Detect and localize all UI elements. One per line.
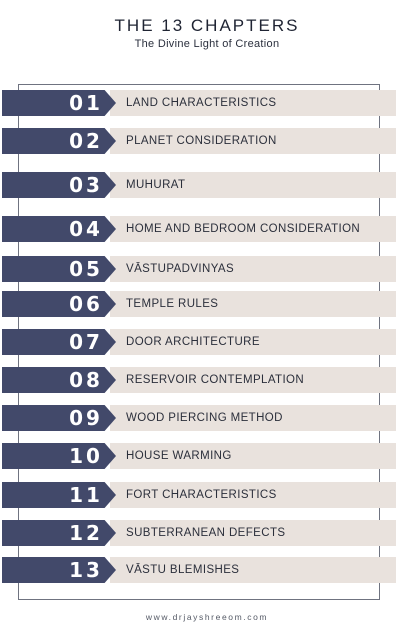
chapter-title: SUBTERRANEAN DEFECTS bbox=[126, 527, 286, 539]
chapter-number: 13 bbox=[69, 558, 103, 582]
chapter-number: 07 bbox=[69, 330, 103, 354]
chapter-row bbox=[0, 329, 414, 355]
chapter-title: TEMPLE RULES bbox=[126, 298, 219, 310]
chapter-row bbox=[0, 367, 414, 393]
chapter-row bbox=[0, 216, 414, 242]
page-title: THE 13 CHAPTERS bbox=[114, 16, 300, 35]
chapter-number: 12 bbox=[69, 521, 103, 545]
chapter-title: VĀSTU BLEMISHES bbox=[126, 564, 240, 576]
chapter-number: 11 bbox=[69, 483, 103, 507]
page-subtitle: The Divine Light of Creation bbox=[134, 38, 280, 50]
chapter-row bbox=[0, 405, 414, 431]
chapter-row bbox=[0, 482, 414, 508]
chapter-row bbox=[0, 172, 414, 198]
chapter-number: 05 bbox=[69, 257, 103, 281]
chapter-title: DOOR ARCHITECTURE bbox=[126, 336, 260, 348]
chapter-row bbox=[0, 256, 414, 282]
chapter-row bbox=[0, 128, 414, 154]
chapter-title: RESERVOIR CONTEMPLATION bbox=[126, 374, 305, 386]
chapter-number: 06 bbox=[69, 292, 103, 316]
chapter-row bbox=[0, 90, 414, 116]
chapter-number: 08 bbox=[69, 368, 103, 392]
chapter-number: 03 bbox=[69, 173, 103, 197]
chapter-title: VĀSTUPADVINYAS bbox=[126, 263, 235, 275]
chapter-title: WOOD PIERCING METHOD bbox=[126, 412, 283, 424]
chapter-number: 10 bbox=[69, 444, 103, 468]
chapter-title: LAND CHARACTERISTICS bbox=[126, 97, 277, 109]
chapter-row bbox=[0, 557, 414, 583]
chapter-number: 09 bbox=[69, 406, 103, 430]
chapter-title: PLANET CONSIDERATION bbox=[126, 135, 277, 147]
chapter-title: HOUSE WARMING bbox=[126, 450, 232, 462]
chapter-number: 02 bbox=[69, 129, 103, 153]
chapter-number: 04 bbox=[69, 217, 103, 241]
chapter-row bbox=[0, 443, 414, 469]
chapter-row bbox=[0, 520, 414, 546]
chapter-title: HOME AND BEDROOM CONSIDERATION bbox=[126, 223, 361, 235]
chapter-number: 01 bbox=[69, 91, 103, 115]
chapter-title: MUHURAT bbox=[126, 179, 186, 191]
chapter-title: FORT CHARACTERISTICS bbox=[126, 489, 277, 501]
website-footer: www.drjayshreeom.com bbox=[145, 612, 269, 622]
chapter-row bbox=[0, 291, 414, 317]
